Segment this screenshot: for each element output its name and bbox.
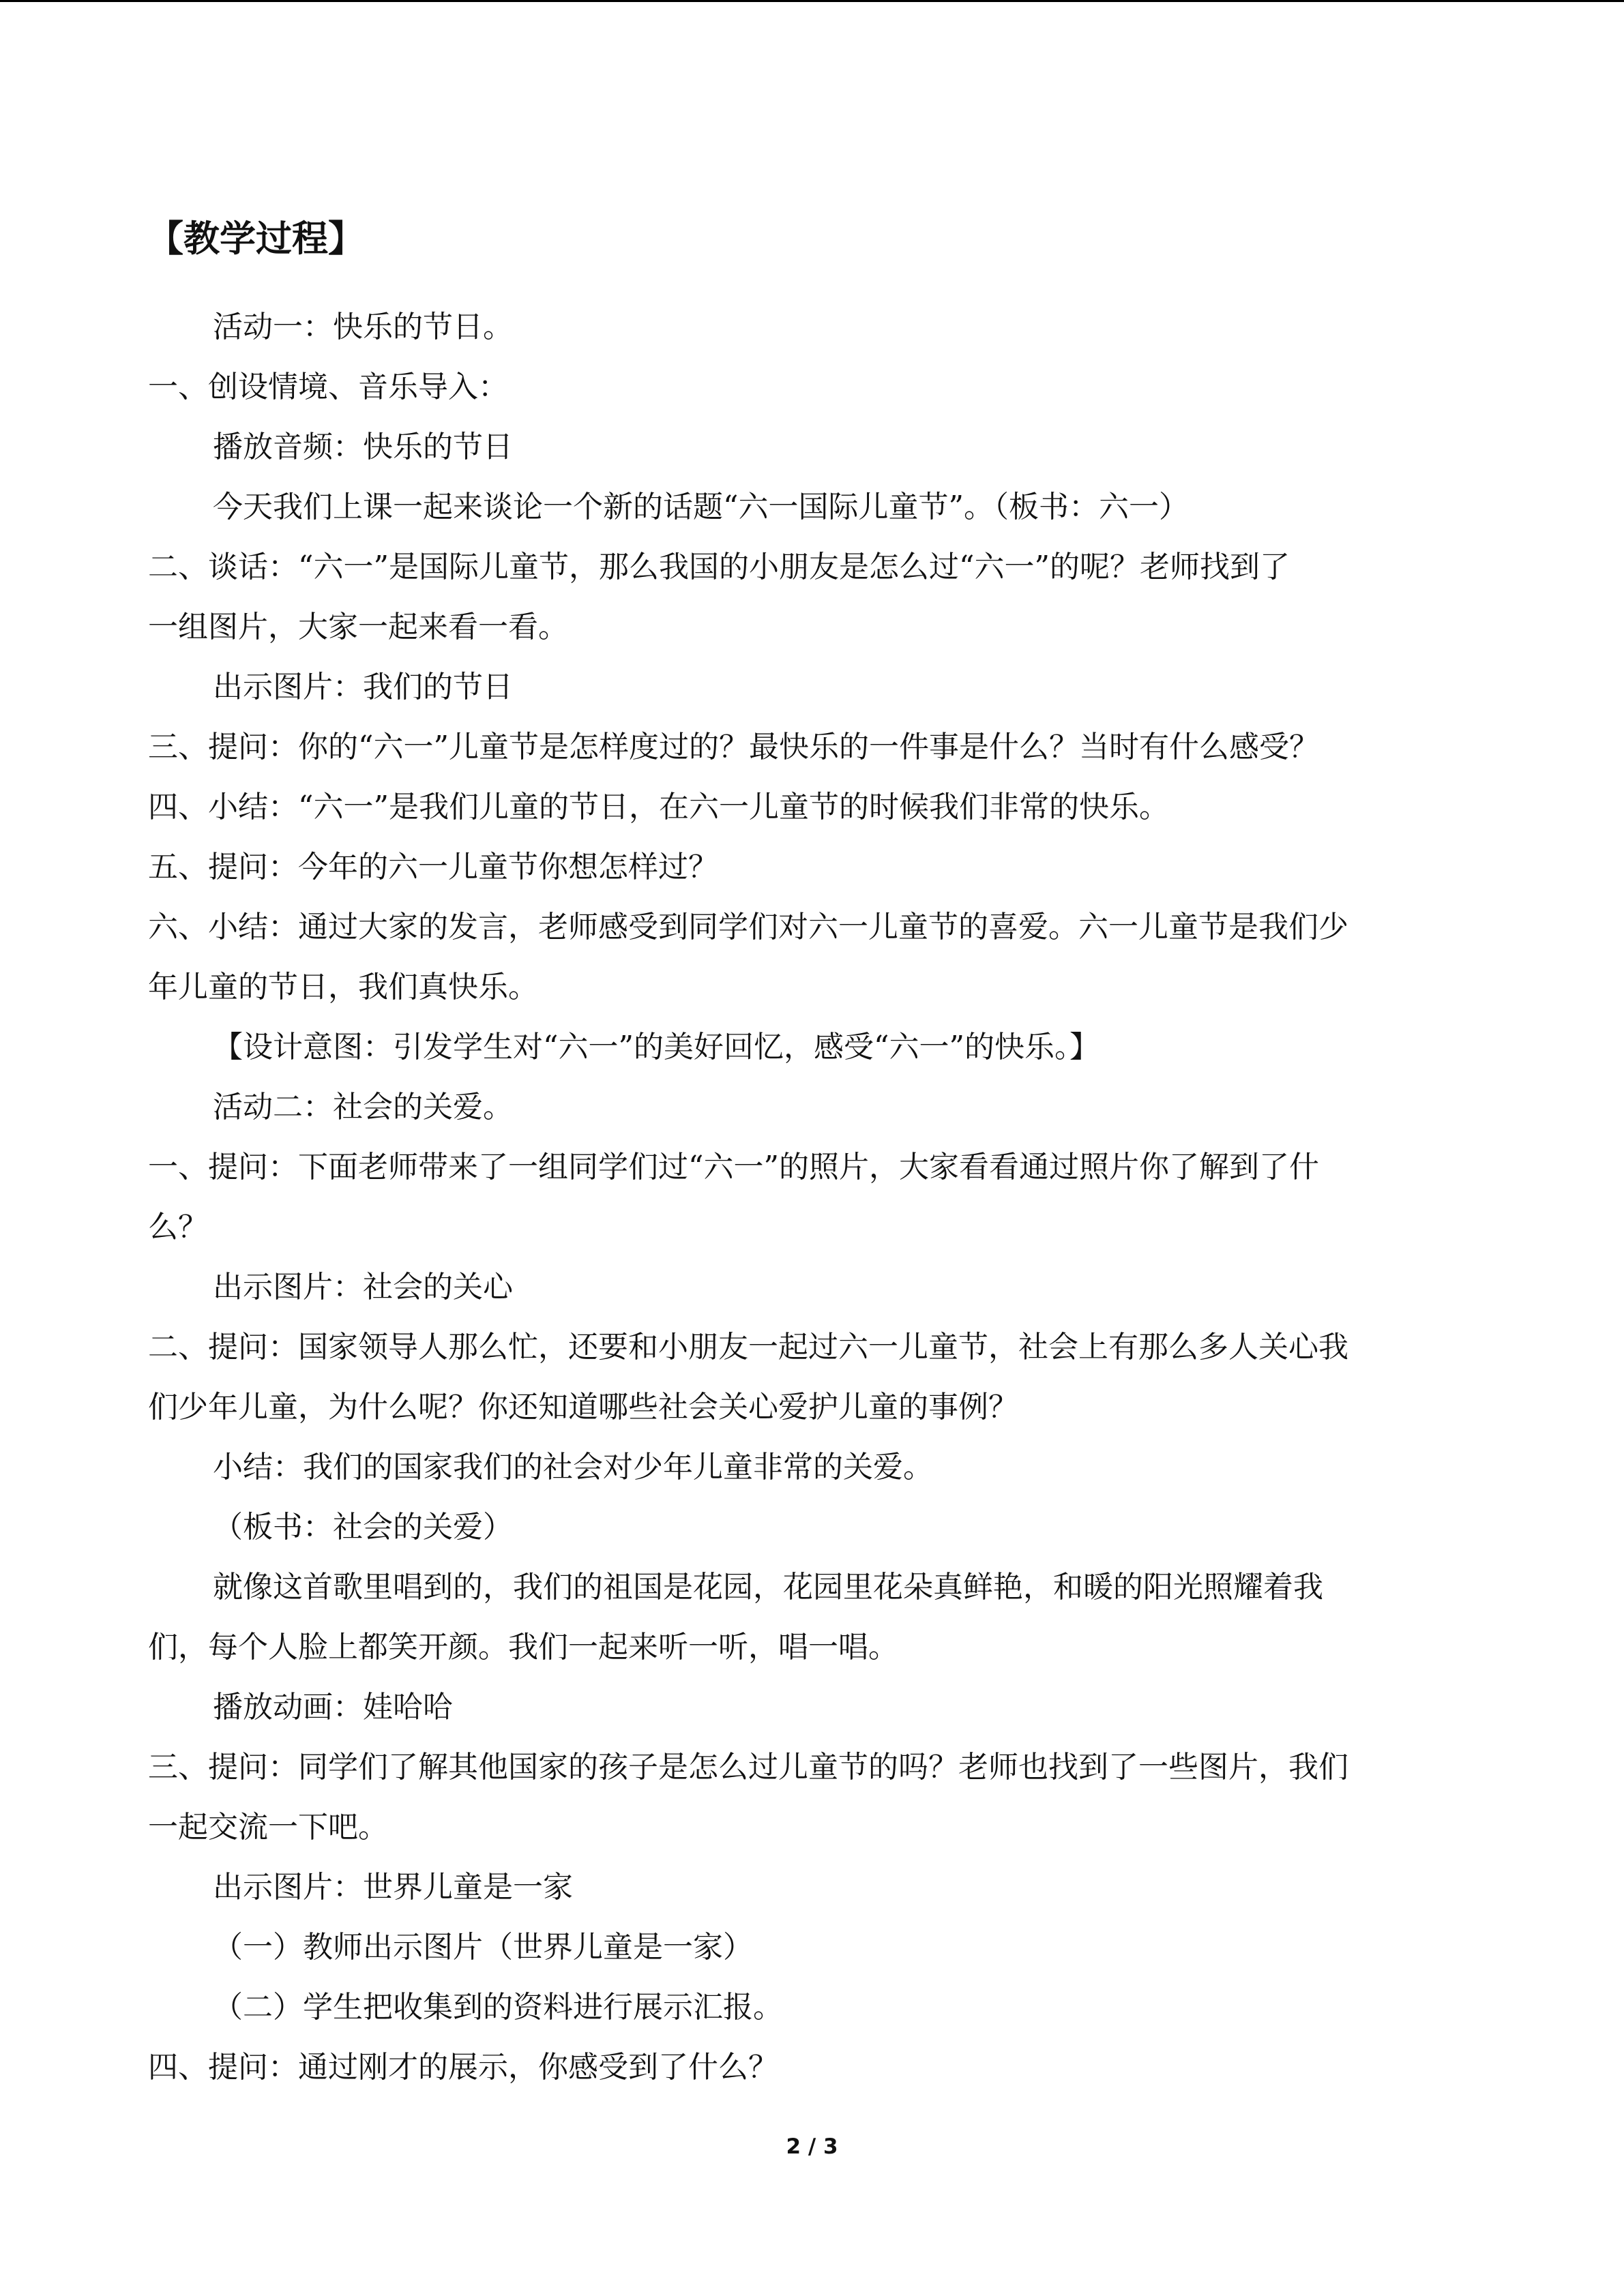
paragraph: 小结：我们的国家我们的社会对少年儿童非常的关爱。 [213,1450,933,1485]
paragraph: 就像这首歌里唱到的，我们的祖国是花园，花园里花朵真鲜艳，和暖的阳光照耀着我 [213,1570,1323,1605]
section-title: 【教学过程】 [147,218,364,260]
paragraph: 四、小结：“六一”是我们儿童的节日，在六一儿童节的时候我们非常的快乐。 [148,790,1169,824]
paragraph: （一）教师出示图片（世界儿童是一家） [213,1930,753,1965]
paragraph: 今天我们上课一起来谈论一个新的话题“六一国际儿童节”。（板书：六一） [213,490,1189,524]
paragraph: 六、小结：通过大家的发言，老师感受到同学们对六一儿童节的喜爱。六一儿童节是我们少 [148,910,1348,944]
paragraph: 五、提问：今年的六一儿童节你想怎样过？ [148,850,718,884]
top-border-line [0,0,1624,2]
paragraph: 四、提问：通过刚才的展示，你感受到了什么？ [148,2050,778,2085]
page-number: 2 / 3 [786,2134,838,2159]
paragraph: 出示图片：社会的关心 [213,1270,513,1304]
paragraph: 么？ [148,1210,208,1244]
paragraph: 们少年儿童，为什么呢？你还知道哪些社会关心爱护儿童的事例？ [148,1390,1018,1425]
paragraph-activity-2: 活动二：社会的关爱。 [213,1090,513,1124]
paragraph: 三、提问：你的“六一”儿童节是怎样度过的？最快乐的一件事是什么？当时有什么感受？ [148,730,1319,764]
paragraph: 三、提问：同学们了解其他国家的孩子是怎么过儿童节的吗？老师也找到了一些图片，我们 [148,1750,1348,1785]
paragraph: 一、创设情境、音乐导入： [148,370,508,404]
paragraph: （板书：社会的关爱） [213,1510,513,1545]
paragraph: 年儿童的节日，我们真快乐。 [148,970,538,1004]
design-intent-note: 【设计意图：引发学生对“六一”的美好回忆，感受“六一”的快乐。】 [213,1030,1099,1064]
paragraph-activity-1: 活动一：快乐的节日。 [213,310,513,344]
paragraph: 播放音频：快乐的节日 [213,430,513,464]
paragraph: （二）学生把收集到的资料进行展示汇报。 [213,1990,783,2025]
paragraph: 一起交流一下吧。 [148,1810,388,1845]
paragraph: 们，每个人脸上都笑开颜。我们一起来听一听，唱一唱。 [148,1630,898,1665]
lesson-body [148,297,1458,2098]
paragraph: 二、提问：国家领导人那么忙，还要和小朋友一起过六一儿童节，社会上有那么多人关心我 [148,1330,1348,1365]
paragraph: 一、提问：下面老师带来了一组同学们过“六一”的照片，大家看看通过照片你了解到了什 [148,1150,1319,1184]
paragraph: 一组图片，大家一起来看一看。 [148,610,568,644]
paragraph: 二、谈话：“六一”是国际儿童节，那么我国的小朋友是怎么过“六一”的呢？老师找到了 [148,550,1290,584]
paragraph: 播放动画：娃哈哈 [213,1690,453,1725]
paragraph: 出示图片：世界儿童是一家 [213,1870,573,1905]
paragraph: 出示图片：我们的节日 [213,670,513,704]
